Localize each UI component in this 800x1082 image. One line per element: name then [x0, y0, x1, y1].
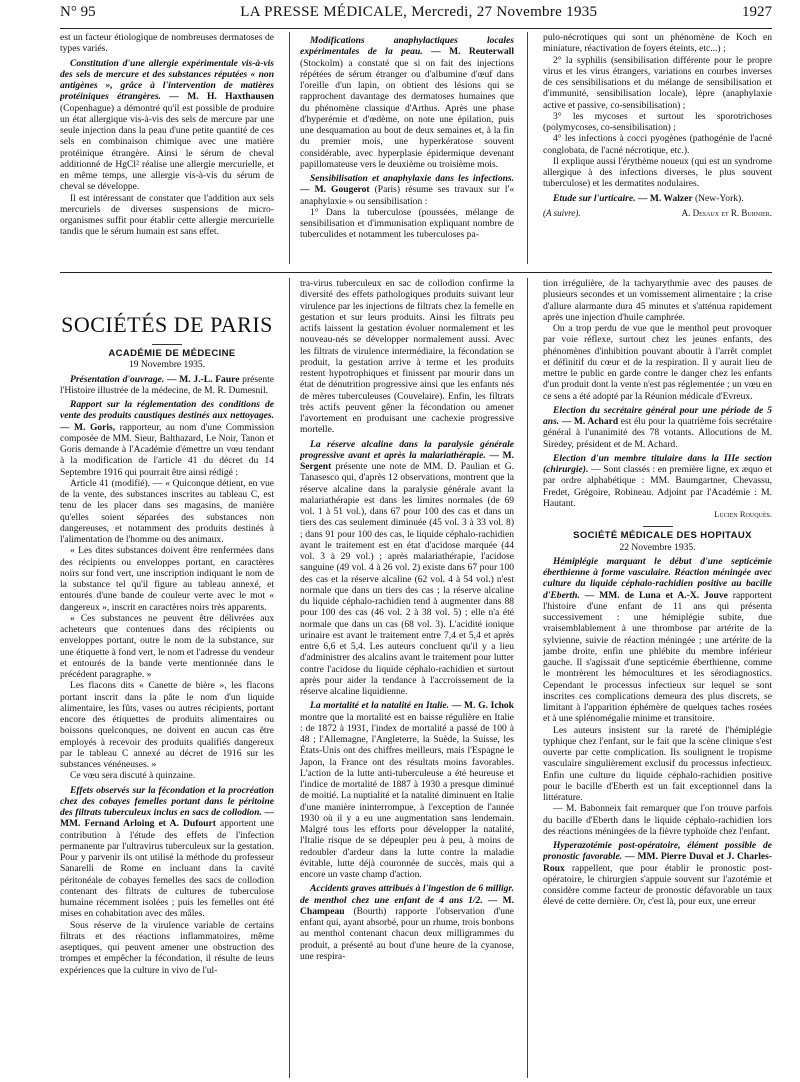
paragraph: est un facteur étiologique de nombreuses dermatoses de types variés. [60, 32, 274, 55]
article-heading: Effets observés sur la fécondation et la procréation chez des cobayes femelles portant dans le péritoine des filtrats tuberculeux inclus en sacs de collodion. [60, 784, 274, 818]
hopitaux-heading: SOCIÉTÉ MÉDICALE DES HOPITAUX [573, 530, 752, 542]
top-column-2 [300, 32, 514, 268]
article-paragraph [300, 35, 514, 170]
paragraph: 3° les mycoses et surtout les sporotrichoses (polymycoses, co-sensibilisation) ; [543, 110, 772, 133]
hopitaux-date: 22 Novembre 1935. [619, 541, 696, 553]
article-text: — Sont classés : en première ligne, ex æquo et par ordre alphabétique : MM. Baumgartner, Chevassu, Fredet, Grégoire, Robineau. Adjoint par l'Académie : M. Hautant. [543, 464, 772, 509]
article-paragraph [543, 193, 772, 204]
article-paragraph [60, 58, 274, 193]
bottom-column-2 [300, 278, 514, 1076]
article-text: rappellent, que pour établir le pronostic post-opératoire, le chirurgien s'appuie souvent sur l'azotémie et considère comme facteur de pronostic défavorable un taux élevé de cette dernière. Or, c'est là, pour eux, une erreur [543, 862, 772, 908]
paragraph: Ce vœu sera discuté à quinzaine. [70, 770, 196, 782]
article-heading: Présentation d'ouvrage. [70, 373, 165, 385]
article-heading: La mortalité et la natalité en Italie. [310, 700, 450, 712]
paragraph: On a trop perdu de vue que le menthol peut provoquer par voie réflexe, surtout chez les jeunes enfants, des phénomènes d'inhibition pouvant aboutir à l'arrêt complet et définitif du cœur et de la respiration. Il y aurait lieu de mettre le public en garde contre le danger chez les enfants d'un produit dont la vente n'est pas réglementée ; un vœu en ce sens a été adopté par la Réunion médicale d'Evreux. [543, 323, 772, 402]
paragraph: Article 41 (modifié). — « Quiconque détient, en vue de la vente, des substances inscrites au tableau C, est tenu de les placer dans ses magasins, de manière qu'elles soient séparées des substances non dangereuses, et notamment des produits destinés à l'alimentation de l'homme ou des animaux. [60, 477, 274, 545]
article-heading: Rapport sur la réglementation des conditions de vente des produits caustiques destinés aux nettoyages. [60, 399, 274, 422]
paragraph: — M. Babonneix fait remarquer que l'on trouve parfois du bacille d'Eberth dans le liquide céphalo-rachidien lors des réactions méningées de la fièvre typhoïde chez l'enfant. [543, 803, 772, 837]
article-author: — M. Achard [559, 416, 619, 427]
article-text: présente une note de MM. D. Paulian et G. Tanasesco qui, d'après 12 observations, montrent que la réserve alcaline dans la paralysie générale avant la malariathérapie est dans les limites normales (de 69 vol. 1 à 51 vol.), dans 67 pour 100 des cas et dans un tiers des cas seulement diminuée (45 vol. 3 à 33 vol. 8) ; dans 91 pour 100 des cas, le liquide céphalo-rachidien avant le traitement est en état d'acidose marquée (44 vol. 3 à 29 vol.) ; après malariathérapie, l'acidose sanguine (49 vol. 4 à 26 vol. 2) existe dans 67 pour 100 des cas et la réserve alcaline (62 vol. 4 à 54 vol.) n'est normale que dans un tiers des cas ; la réserve alcaline du liquide céphalo-rachidien tend à augmenter dans 88 pour 100 des cas (46 vol. 2 à 38 vol. 5) ; elle n'a été normale que dans un cas (68 vol. 3). L'acidité ionique urinaire est avant le traitement entre 7,4 et 5,4 et après entre 6,6 et 5,4. Les auteurs concluent qu'il y a lieu d'administrer des alcalins avant le traitement pour lutter contre l'acidose du liquide céphalo-rachidien et surtout après pour aider la tendance à l'accroissement de la réserve alcaline liquidienne. [300, 461, 514, 697]
article-author: — M. Champeau [300, 894, 514, 917]
article-text: (Copenhague) a démontré qu'il est possible de produire un état allergique vis-à-vis des sels de mercure par une seule injection dans la peau d'une petite quantité de ces sels en combinaison chimique avec une matière protéinique étrangère. Ainsi le sérum de cheval additionné de HgCl² réalise une allergie mercurielle, et en même temps, une allergie vis-à-vis du sérum de cheval se développe. [60, 102, 274, 193]
article-text: (Bourth) rapporte l'observation d'une enfant qui, ayant absorbé, pour un rhume, trois bonbons au menthol contenant chacun deux milligrammes du produit, a présenté au bout d'une heure de la cyanose, une respira- [300, 905, 514, 962]
paragraph: tion irrégulière, de la tachyarythmie avec des pauses de plusieurs secondes et un vomissement alimentaire ; la crise d'allure alarmante dura 45 minutes et s'atténua rapidement après une injection d'huile camphrée. [543, 278, 772, 323]
top-column-3 [543, 32, 772, 268]
article-author: — MM. de Luna et A.-X. Jouve [579, 589, 728, 601]
journal-title: LA PRESSE MÉDICALE, Mercredi, 27 Novembre 1935 [240, 4, 598, 20]
bottom-column-3 [543, 278, 772, 1076]
article-text: (New-York). [692, 192, 744, 204]
running-header [60, 4, 772, 26]
article-text: rapporteur, au nom d'une Commission composée de MM. Sieur, Balthazard, Le Noir, Tanon et Goris demande à l'Académie d'émettre un vœu tendant à la modification de l'article 41 du décret du 14 Septembre 1916 qui pourrait être ainsi rédigé : [60, 421, 274, 478]
column-divider [289, 278, 290, 1078]
top-column-1 [60, 32, 274, 268]
article-paragraph [543, 453, 772, 509]
paragraph: « Les dites substances doivent être renfermées dans des récipients ou enveloppes portant, en caractères noirs sur fond vert, une inscription indiquant le nom de la substance tel qu'il figure au tableau annexé, et entourés d'une bande de couleur verte avec le mot « dangereux », inscrit en caractères noirs très apparents. [60, 545, 274, 613]
paragraph: pulo-nécrotiques qui sont un phénomène de Koch en miniature, réactivation de foyers éteints, etc...) ; [543, 32, 772, 55]
article-author: — M. Reuterwall [422, 46, 514, 58]
article-author: — M. Sergent [300, 449, 514, 472]
academie-body [60, 374, 274, 976]
academie-date: 19 Novembre 1935. [128, 359, 206, 371]
article-heading: Etude sur l'urticaire. [553, 192, 636, 204]
article-paragraph [543, 556, 772, 725]
column-divider [527, 32, 528, 264]
header-rule [60, 28, 772, 29]
article-paragraph [300, 173, 514, 207]
article-author: — MM. Pierre Duval et J. Charles-Roux [543, 851, 772, 874]
article-text: est élu pour la quatrième fois secrétaire général à l'unanimité des 78 votants. Allocutions de M. Siredey, président et de M. Achard. [543, 416, 772, 450]
article-heading: Sensibilisation et anaphylaxie dans les infections. [310, 173, 514, 184]
academie-heading: ACADÉMIE DE MÉDECINE [108, 348, 236, 359]
article-text: apportent une contribution à l'étude des effets de l'infection permanente par l'ultravirus tuberculeux sur la gestation. Pour y parvenir ils ont utilisé la méthode du professeur Sanarelli de Rome en incluant dans la cavité péritonéale de cobayes femelles des sacs de collodion contenant des filtrats de cultures de tuberculose humaine récemment isolées ; puis les femelles ont été mises en cohabitation avec des mâles. [60, 818, 274, 920]
article-text: montre que la mortalité est en baisse régulière en Italie : de 1872 à 1931, l'index de mortalité a passé de 100 à 48 ; l'Allemagne, l'Angleterre, la Suède, la Suisse, les États-Unis ont des chiffres meilleurs, mais l'Espagne le Japon, la France ont des résultats moins favorables. L'action de la lutte anti-tuberculeuse a été heureuse et l'indice de mortalité de 1887 à 1930 a presque diminué de moitié. La nuptialité et la natalité diminuent en Italie d'une manière ininterrompue, à l'exception de l'année 1930 où il y a eu une augmentation sans lendemain. Malgré tous les efforts pour développer la natalité, l'Italie risque de se dépeupler peu à peu, à moins de redoubler d'ardeur dans la lutte contre la maladie évitable, lutte déjà couronnée de succès, mais qui a encore un vaste champ d'action. [300, 711, 514, 880]
article-paragraph [60, 399, 274, 478]
article-text: présente l'Histoire illustrée de la médecine, de M. R. Dumesnil. [60, 373, 274, 396]
article-paragraph [543, 405, 772, 450]
bottom-column-1 [60, 312, 274, 1076]
article-heading: Election du secrétaire général pour une période de 5 ans. [543, 404, 772, 427]
article-text: rapportent l'histoire d'une enfant de 11 ans qui présenta successivement : une hémiplégie subite, due vraisemblablement à une thrombose par artérite de la sylvienne, suivie de réaction méningée ; une artérite de la jambe droite, enfin une phlébite du membre inférieur gauche. Il s'agissait d'une septicémie éberthienne, comme le montrèrent les hémocultures et les sérodiagnostics. Cependant le processus infectieux sur lequel se sont inscrites ces complications demeura des plus discrets, se limitant à l'apparition éphémère de quelques taches rosées et à une splénomégalie minime et transitoire. [543, 589, 772, 725]
signature: Lucien Rouquès. [714, 509, 772, 519]
article-text: (Stockolm) a constaté que si on fait des injections répétées de sérum étranger ou d'albumine d'œuf dans l'oreille d'un lapin, on obtient des lésions qui se rapprochent davantage des dermatoses humaines que du phénomène classique d'Arthus. Après une phase d'hyperémie et d'œdème, on note une épilation, puis une desquamation au bout de deux semaines et, à la fin du premier mois, une hyperkératose souvent considérable, avec hyperplasie épidermique devenant papillomateuse vers le deuxième ou troisième mois. [300, 57, 514, 170]
paragraph: Les flacons dits « Canette de bière », les flacons portant inscrit dans la pâte le nom d'un liquide alimentaire, les fûts, vases ou autres récipients, portant encore des étiquettes de produits alimentaires ou boissons quelconques, ne doivent en aucun cas être employés à recevoir des produits qualifiés dangereux par le tableau C annexé au décret de 1916 sur les substances vénéneuses. » [60, 680, 274, 770]
article-heading: Accidents graves attribués à l'ingestion de 6 milligr. de menthol chez une enfant de 4 ans 1/2. [300, 883, 514, 906]
article-author: — M. Walzer [635, 192, 693, 204]
article-author: — M. G. Ichok [449, 700, 514, 712]
paragraph: 2° la syphilis (sensibilisation différente pour le propre virus et les virus étrangers, variations en courbes inverses de ces sensibilisations et du mélange de sensibilisation et d'immunité, sensibilisation locale), lèpre (anaphylaxie active et passive, co-sensibilisation) ; [543, 54, 772, 111]
article-heading: Hémiplégie marquant le début d'une septicémie éberthienne à forme vasculaire. Réaction méningée avec culture du liquide céphalo-rachidien positive au bacille d'Eberth. [543, 555, 772, 601]
article-paragraph [60, 374, 274, 397]
to-be-continued: (A suivre). [543, 207, 581, 218]
hopitaux-body [543, 556, 772, 908]
authors-signature: A. Desaux et R. Burnier. [681, 207, 772, 218]
article-author: — M. Goris, [60, 421, 116, 433]
paragraph: Il explique aussi l'érythème noueux (qui est un syndrome allergique à des infections diverses, le plus souvent tuberculose) et les dermatites nodulaires. [543, 155, 772, 190]
article-paragraph [60, 785, 274, 920]
paragraph: 1° Dans la tuberculose (poussées, mélange de sensibilisation et d'immunisation expliquant nombre de tuberculides et notamment les tuberculoses pa- [300, 206, 514, 241]
article-paragraph [543, 840, 772, 908]
article-paragraph [300, 439, 514, 698]
section-rule [60, 272, 772, 273]
section-short-rule [643, 526, 673, 527]
paragraph: Il est intéressant de constater que l'addition aux sels mercuriels de diverses suspensions de micro-organismes suffit pour établir cette allergie mercurielle tandis que le sérum humain est sans effet. [60, 192, 274, 238]
article-text: (Paris) résume ses travaux sur l'« anaphylaxie » ou sensibilisation : [300, 184, 514, 207]
page-number: 1927 [742, 4, 772, 20]
paragraph: 4° les infections à cocci pyogènes (pathogénie de l'acné conglobata, de l'acné nécrotique, etc.). [543, 133, 772, 156]
continuation-footer [543, 208, 772, 219]
paragraph: « Ces substances ne peuvent être délivrées aux acheteurs que contenues dans des récipients ou enveloppes portant, outre le nom de la substance, sur une étiquette à fond vert, le nom et l'adresse du vendeur et entourés de la bande verte mentionnée dans le précédent paragraphe. » [60, 612, 274, 680]
paragraph: tra-virus tuberculeux en sac de collodion confirme la diversité des effets pathologiques produits suivant leur virulence par les injections de filtrats chez la femelle en gestation et sur leurs produits. Ainsi les filtrats peu actifs laissent la gestation évoluer normalement et les nouveau-nés se développer normalement aussi. Avec les filtrats de virulence intermédiaire, la fécondation se produit, la gestation arrive à terme et les produits restent hypotrophiques et finissent par mourir dans un état de dénutrition progressive ainsi que les enfants nés de mères tuberculeuses (Couvelaire). Enfin, les filtrats très actifs peuvent gêner la fécondation ou amener l'avortement en produisant une cachexie progressive mortelle. [300, 278, 514, 436]
article-heading: Modifications anaphylactiques locales expérimentales de la peau. [300, 35, 514, 58]
academie-continued [543, 278, 772, 509]
societes-title: SOCIÉTÉS DE PARIS [61, 312, 273, 337]
article-heading: Hyperazotémie post-opératoire, élément possible de pronostic favorable. [543, 840, 772, 863]
paragraph: Sous réserve de la virulence variable de certains filtrats et des réactions inflammatoires, même aseptiques, qui peuvent amener une obstruction des trompes et empêcher la fécondation, il résulte de leurs expériences que la culture in vivo de l'ul- [60, 919, 274, 976]
article-author: — MM. Fernand Arloing et A. Dufourt [60, 807, 274, 830]
article-author: — M. J.-L. Faure [164, 373, 240, 385]
article-author: — M. Gougerot [300, 184, 370, 196]
column-divider [527, 278, 528, 1078]
article-heading: La réserve alcaline dans la paralysie générale progressive avant et après la malariathérapie. [300, 438, 514, 461]
article-paragraph [300, 700, 514, 880]
paragraph: Les auteurs insistent sur la rareté de l'hémiplégie typhique chez l'enfant, sur le fait que la scène clinique s'est ouverte par cette complication. Ils soulignent le tropisme vasculaire singulièrement exclusif du processus infectieux. Enfin une culture du liquide céphalo-rachidien positive pour le bacille d'Eberth est un fait exceptionnel dans la littérature. [543, 724, 772, 803]
article-author: — M. H. Haxthausen [160, 91, 274, 103]
article-heading: Constitution d'une allergie expérimentale vis-à-vis des sels de mercure et des substances réputées « non antigènes », grâce à l'intervention de matières protéiniques étrangères. [60, 57, 274, 103]
title-rule [152, 344, 182, 345]
column-divider [289, 32, 290, 264]
article-paragraph [300, 883, 514, 962]
article-heading: Election d'un membre titulaire dans la IIIe section (chirurgie). [543, 452, 772, 475]
issue-number: N° 95 [60, 4, 96, 20]
